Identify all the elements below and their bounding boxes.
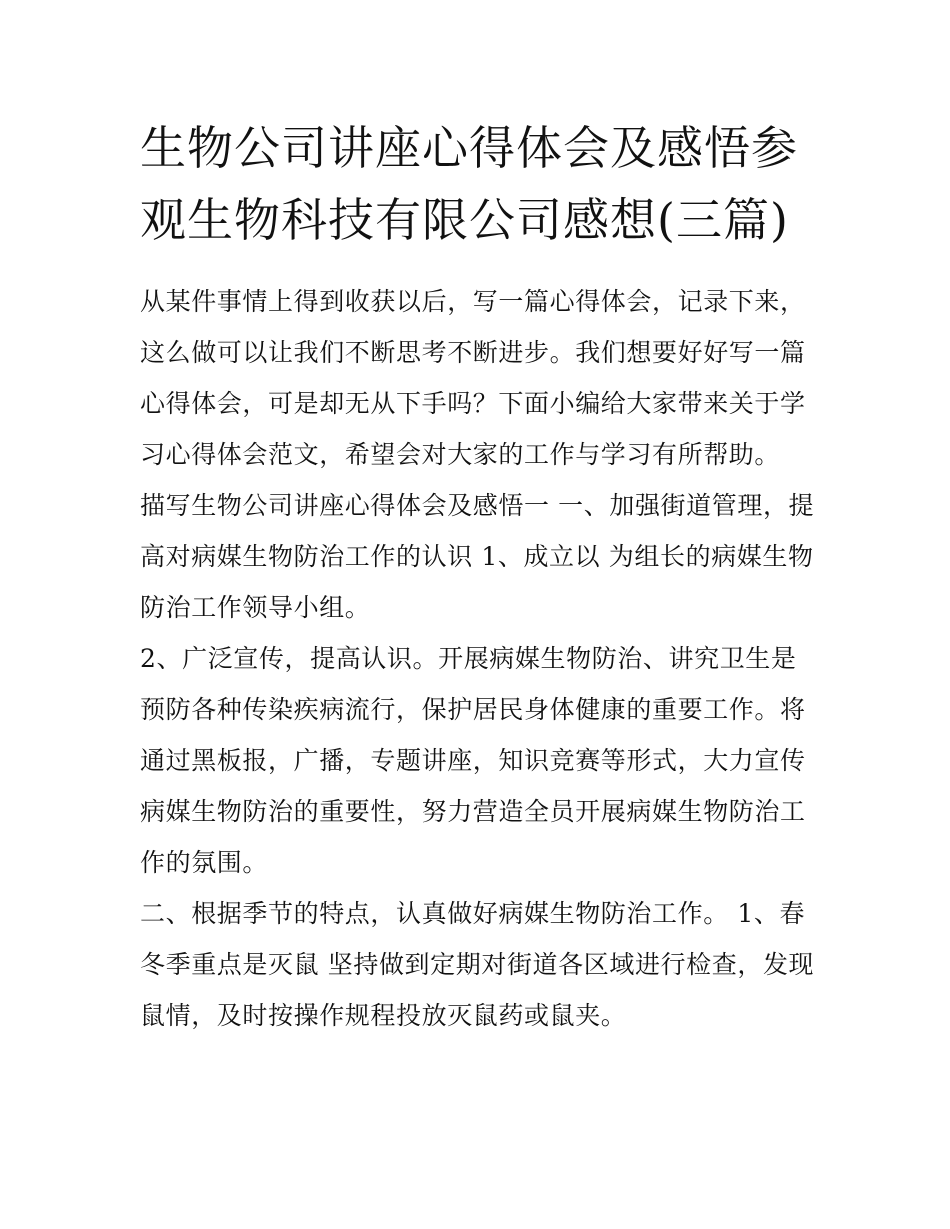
- document-title: 生物公司讲座心得体会及感悟参观生物科技有限公司感想(三篇): [140, 121, 798, 247]
- paragraph-intro: 从某件事情上得到收获以后，写一篇心得体会，记录下来，这么做可以让我们不断思考不断进步。我们想要好好写一篇心得体会，可是却无从下手吗？下面小编给大家带来关于学习心得体会范文，希望会对大家的工作与学习有所帮助。: [140, 287, 806, 469]
- paragraph-section-3: 二、根据季节的特点，认真做好病媒生物防治工作。 1、春冬季重点是灭鼠 坚持做到定期对街道各区域进行检查，发现鼠情，及时按操作规程投放灭鼠药或鼠夹。: [140, 899, 815, 1030]
- paragraph-section-2: 2、广泛宣传，提高认识。开展病媒生物防治、讲究卫生是预防各种传染疾病流行，保护居民身体健康的重要工作。将通过黑板报，广播，专题讲座，知识竞赛等形式，大力宣传病媒生物防治的重要性，努力营造全员开展病媒生物防治工作的氛围。: [140, 644, 806, 877]
- document-page: [140, 112, 820, 1041]
- document-body: [140, 276, 820, 1041]
- paragraph-section-1: 描写生物公司讲座心得体会及感悟一 一、加强街道管理，提高对病媒生物防治工作的认识 1、成立以 为组长的病媒生物防治工作领导小组。: [140, 491, 815, 622]
